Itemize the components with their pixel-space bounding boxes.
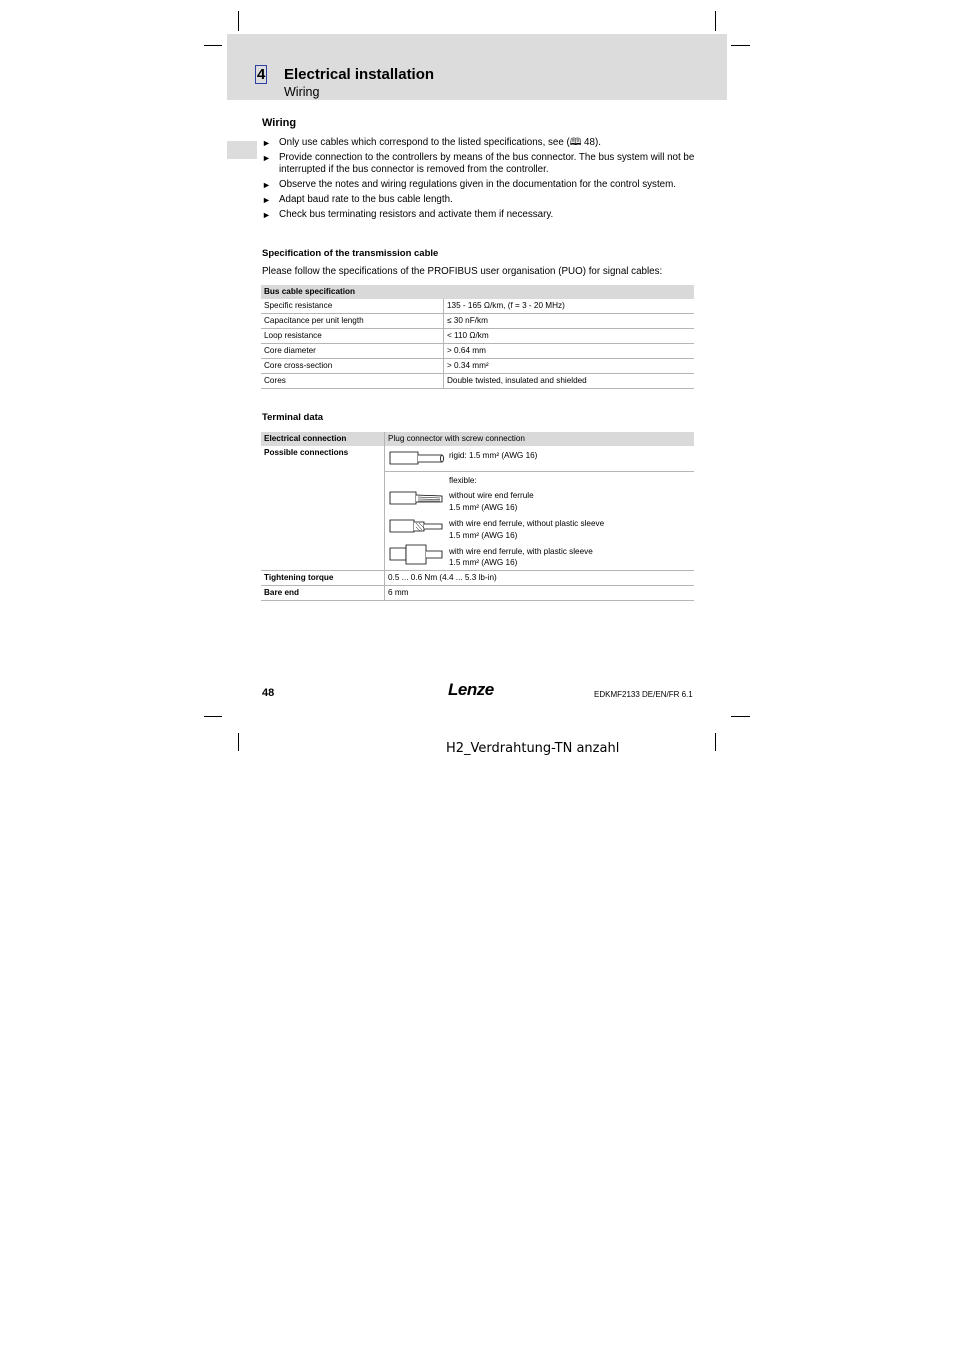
arrow-right-icon: ► [262, 153, 271, 163]
flex-item-line2: 1.5 mm² (AWG 16) [449, 531, 518, 540]
flex-item-line2: 1.5 mm² (AWG 16) [449, 503, 518, 512]
bullet-text: Observe the notes and wiring regulations given in the documentation for the control system. [279, 179, 676, 190]
table-row [261, 571, 694, 586]
crop-mark [204, 716, 222, 717]
chapter-number-link[interactable]: 4 [257, 66, 266, 83]
list-item [262, 194, 697, 206]
lenze-logo: Lenze [448, 680, 494, 699]
document-code: EDKMF2133 DE/EN/FR 6.1 [594, 690, 693, 699]
stranded-wire-icon [388, 489, 446, 507]
side-tab-marker [227, 141, 257, 159]
crop-mark [204, 45, 222, 46]
wiring-heading: Wiring [262, 117, 297, 129]
spec-label: Specific resistance [261, 299, 444, 314]
torque-value: 0.5 ... 0.6 Nm (4.4 ... 5.3 lb-in) [385, 571, 695, 586]
chapter-title: Electrical installation [284, 66, 435, 83]
rigid-wire-icon [388, 449, 446, 467]
table-row [261, 446, 694, 571]
flexible-text: flexible: [449, 476, 477, 485]
bullet-text: Check bus terminating resistors and activate them if necessary. [279, 209, 554, 220]
list-item [262, 137, 697, 149]
table-row [261, 374, 694, 389]
terminal-data-table [261, 432, 694, 601]
spec-value: ≤ 30 nF/km [444, 314, 695, 329]
electrical-connection-value: Plug connector with screw connection [385, 432, 695, 446]
bare-end-label: Bare end [261, 586, 385, 601]
torque-label: Tightening torque [261, 571, 385, 586]
transmission-intro: Please follow the specifications of the PROFIBUS user organisation (PUO) for signal cables: [262, 266, 663, 277]
list-item [262, 179, 697, 191]
spec-label: Core diameter [261, 344, 444, 359]
arrow-right-icon: ► [262, 138, 271, 148]
table-row [261, 314, 694, 329]
table-header-cell: Bus cable specification [261, 285, 694, 299]
chapter-subtitle: Wiring [284, 85, 320, 99]
wiring-bullet-list [262, 137, 697, 224]
spec-label: Core cross-section [261, 359, 444, 374]
divider [385, 471, 694, 472]
table-row [261, 299, 694, 314]
crop-mark [731, 716, 750, 717]
spec-value: < 110 Ω/km [444, 329, 695, 344]
crop-mark [731, 45, 750, 46]
crop-mark [238, 11, 239, 31]
flex-item-line1: without wire end ferrule [449, 491, 534, 500]
bullet-text: Only use cables which correspond to the listed specifications, see (🕮 48). [279, 137, 601, 148]
arrow-right-icon: ► [262, 195, 271, 205]
page-number: 48 [262, 687, 275, 699]
possible-connections-cell [385, 446, 695, 571]
flex-item-line2: 1.5 mm² (AWG 16) [449, 558, 518, 567]
ferrule-wire-icon [388, 517, 446, 535]
spec-value: Double twisted, insulated and shielded [444, 374, 695, 389]
rigid-text: rigid: 1.5 mm² (AWG 16) [449, 451, 538, 460]
list-item [262, 152, 697, 176]
spec-value: 135 - 165 Ω/km, (f = 3 - 20 MHz) [444, 299, 695, 314]
crop-mark [715, 733, 716, 751]
crop-mark [715, 11, 716, 31]
spec-label: Capacitance per unit length [261, 314, 444, 329]
table-row [261, 586, 694, 601]
terminal-heading: Terminal data [262, 412, 324, 423]
bullet-text: Adapt baud rate to the bus cable length. [279, 194, 453, 205]
spec-value: > 0.34 mm² [444, 359, 695, 374]
spec-value: > 0.64 mm [444, 344, 695, 359]
arrow-right-icon: ► [262, 180, 271, 190]
table-row [261, 329, 694, 344]
bullet-text: Provide connection to the controllers by means of the bus connector. The bus system will not be interrupted if the bus connector is removed from the controller. [279, 152, 695, 175]
arrow-right-icon: ► [262, 210, 271, 220]
table-header-row [261, 432, 694, 446]
table-header-row [261, 285, 694, 299]
flex-item-line1: with wire end ferrule, with plastic sleeve [449, 547, 593, 556]
table-row [261, 344, 694, 359]
spec-label: Loop resistance [261, 329, 444, 344]
possible-connections-label: Possible connections [261, 446, 385, 571]
bottom-label: H2_Verdrahtung-TN anzahl [446, 741, 620, 756]
list-item [262, 209, 697, 221]
spec-label: Cores [261, 374, 444, 389]
transmission-heading: Specification of the transmission cable [262, 248, 439, 259]
sleeved-ferrule-wire-icon [388, 543, 446, 567]
table-row [261, 359, 694, 374]
crop-mark [238, 733, 239, 751]
flex-item-line1: with wire end ferrule, without plastic sleeve [449, 519, 605, 528]
bus-cable-spec-table [261, 285, 694, 389]
electrical-connection-label: Electrical connection [261, 432, 385, 446]
bare-end-value: 6 mm [385, 586, 695, 601]
